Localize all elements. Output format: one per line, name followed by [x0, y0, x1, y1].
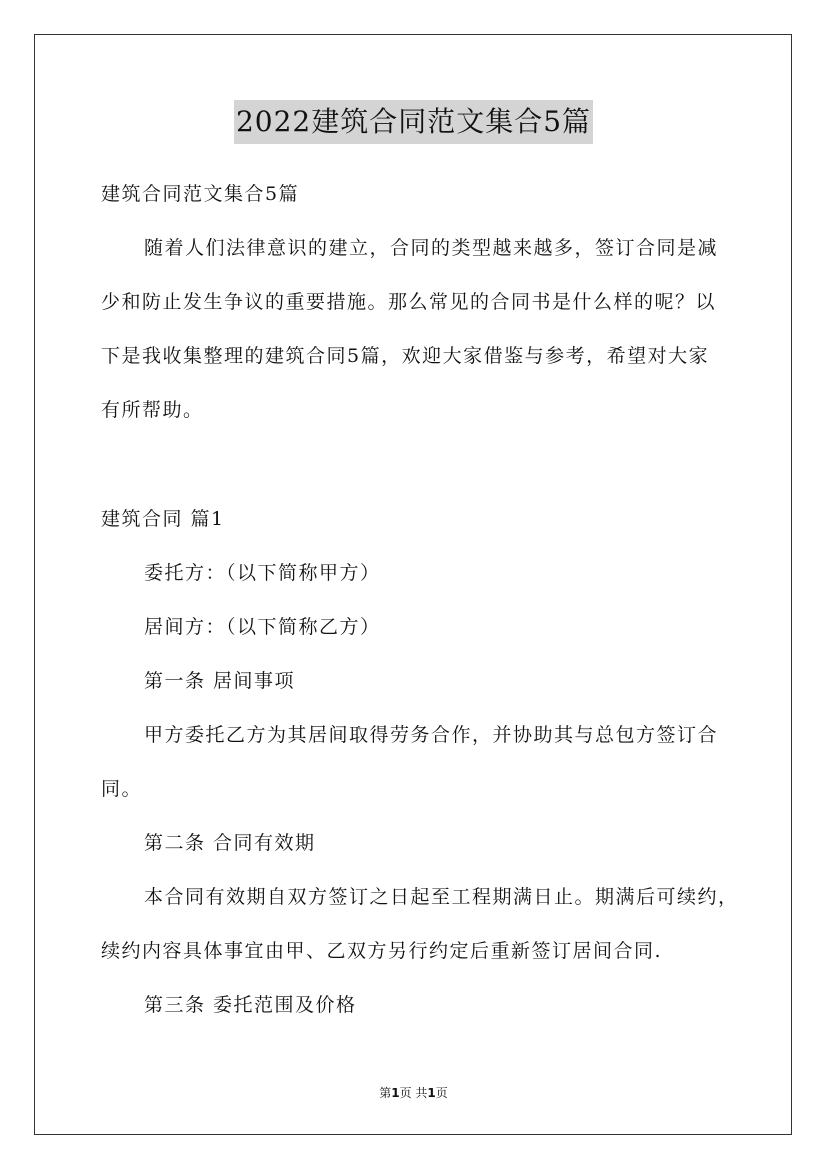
footer-page-suffix: 页 — [435, 1086, 448, 1100]
broker-party: 居间方：（以下简称乙方） — [144, 616, 381, 638]
article-2-line-1: 本合同有效期自双方签订之日起至工程期满日止。期满后可续约， — [144, 886, 739, 908]
article-2-title: 第二条 合同有效期 — [144, 832, 316, 854]
intro-line-3: 下是我收集整理的建筑合同5篇，欢迎大家借鉴与参考，希望对大家 — [101, 345, 710, 367]
page-footer — [0, 1084, 827, 1101]
article-2-line-2: 续约内容具体事宜由甲、乙双方另行约定后重新签订居间合同. — [101, 940, 663, 962]
section-heading: 建筑合同 篇1 — [101, 508, 225, 530]
intro-line-4: 有所帮助。 — [101, 399, 204, 421]
article-1-title: 第一条 居间事项 — [144, 670, 296, 692]
title-block — [0, 100, 827, 144]
footer-page-number: 1 — [391, 1086, 400, 1100]
intro-line-1: 随着人们法律意识的建立，合同的类型越来越多，签订合同是减 — [144, 237, 719, 259]
footer-page-prefix: 第 — [379, 1086, 392, 1100]
intro-line-2: 少和防止发生争议的重要措施。那么常见的合同书是什么样的呢？以 — [101, 291, 717, 313]
footer-page-mid: 页 共 — [399, 1086, 428, 1100]
subtitle: 建筑合同范文集合5篇 — [101, 183, 300, 205]
footer-total-pages: 1 — [427, 1086, 436, 1100]
document-title: 2022建筑合同范文集合5篇 — [234, 100, 593, 144]
article-1-line-1: 甲方委托乙方为其居间取得劳务合作，并协助其与总包方签订合 — [144, 724, 719, 746]
article-3-title: 第三条 委托范围及价格 — [144, 994, 357, 1016]
client-party: 委托方：（以下简称甲方） — [144, 562, 381, 584]
article-1-line-2: 同。 — [101, 778, 143, 800]
